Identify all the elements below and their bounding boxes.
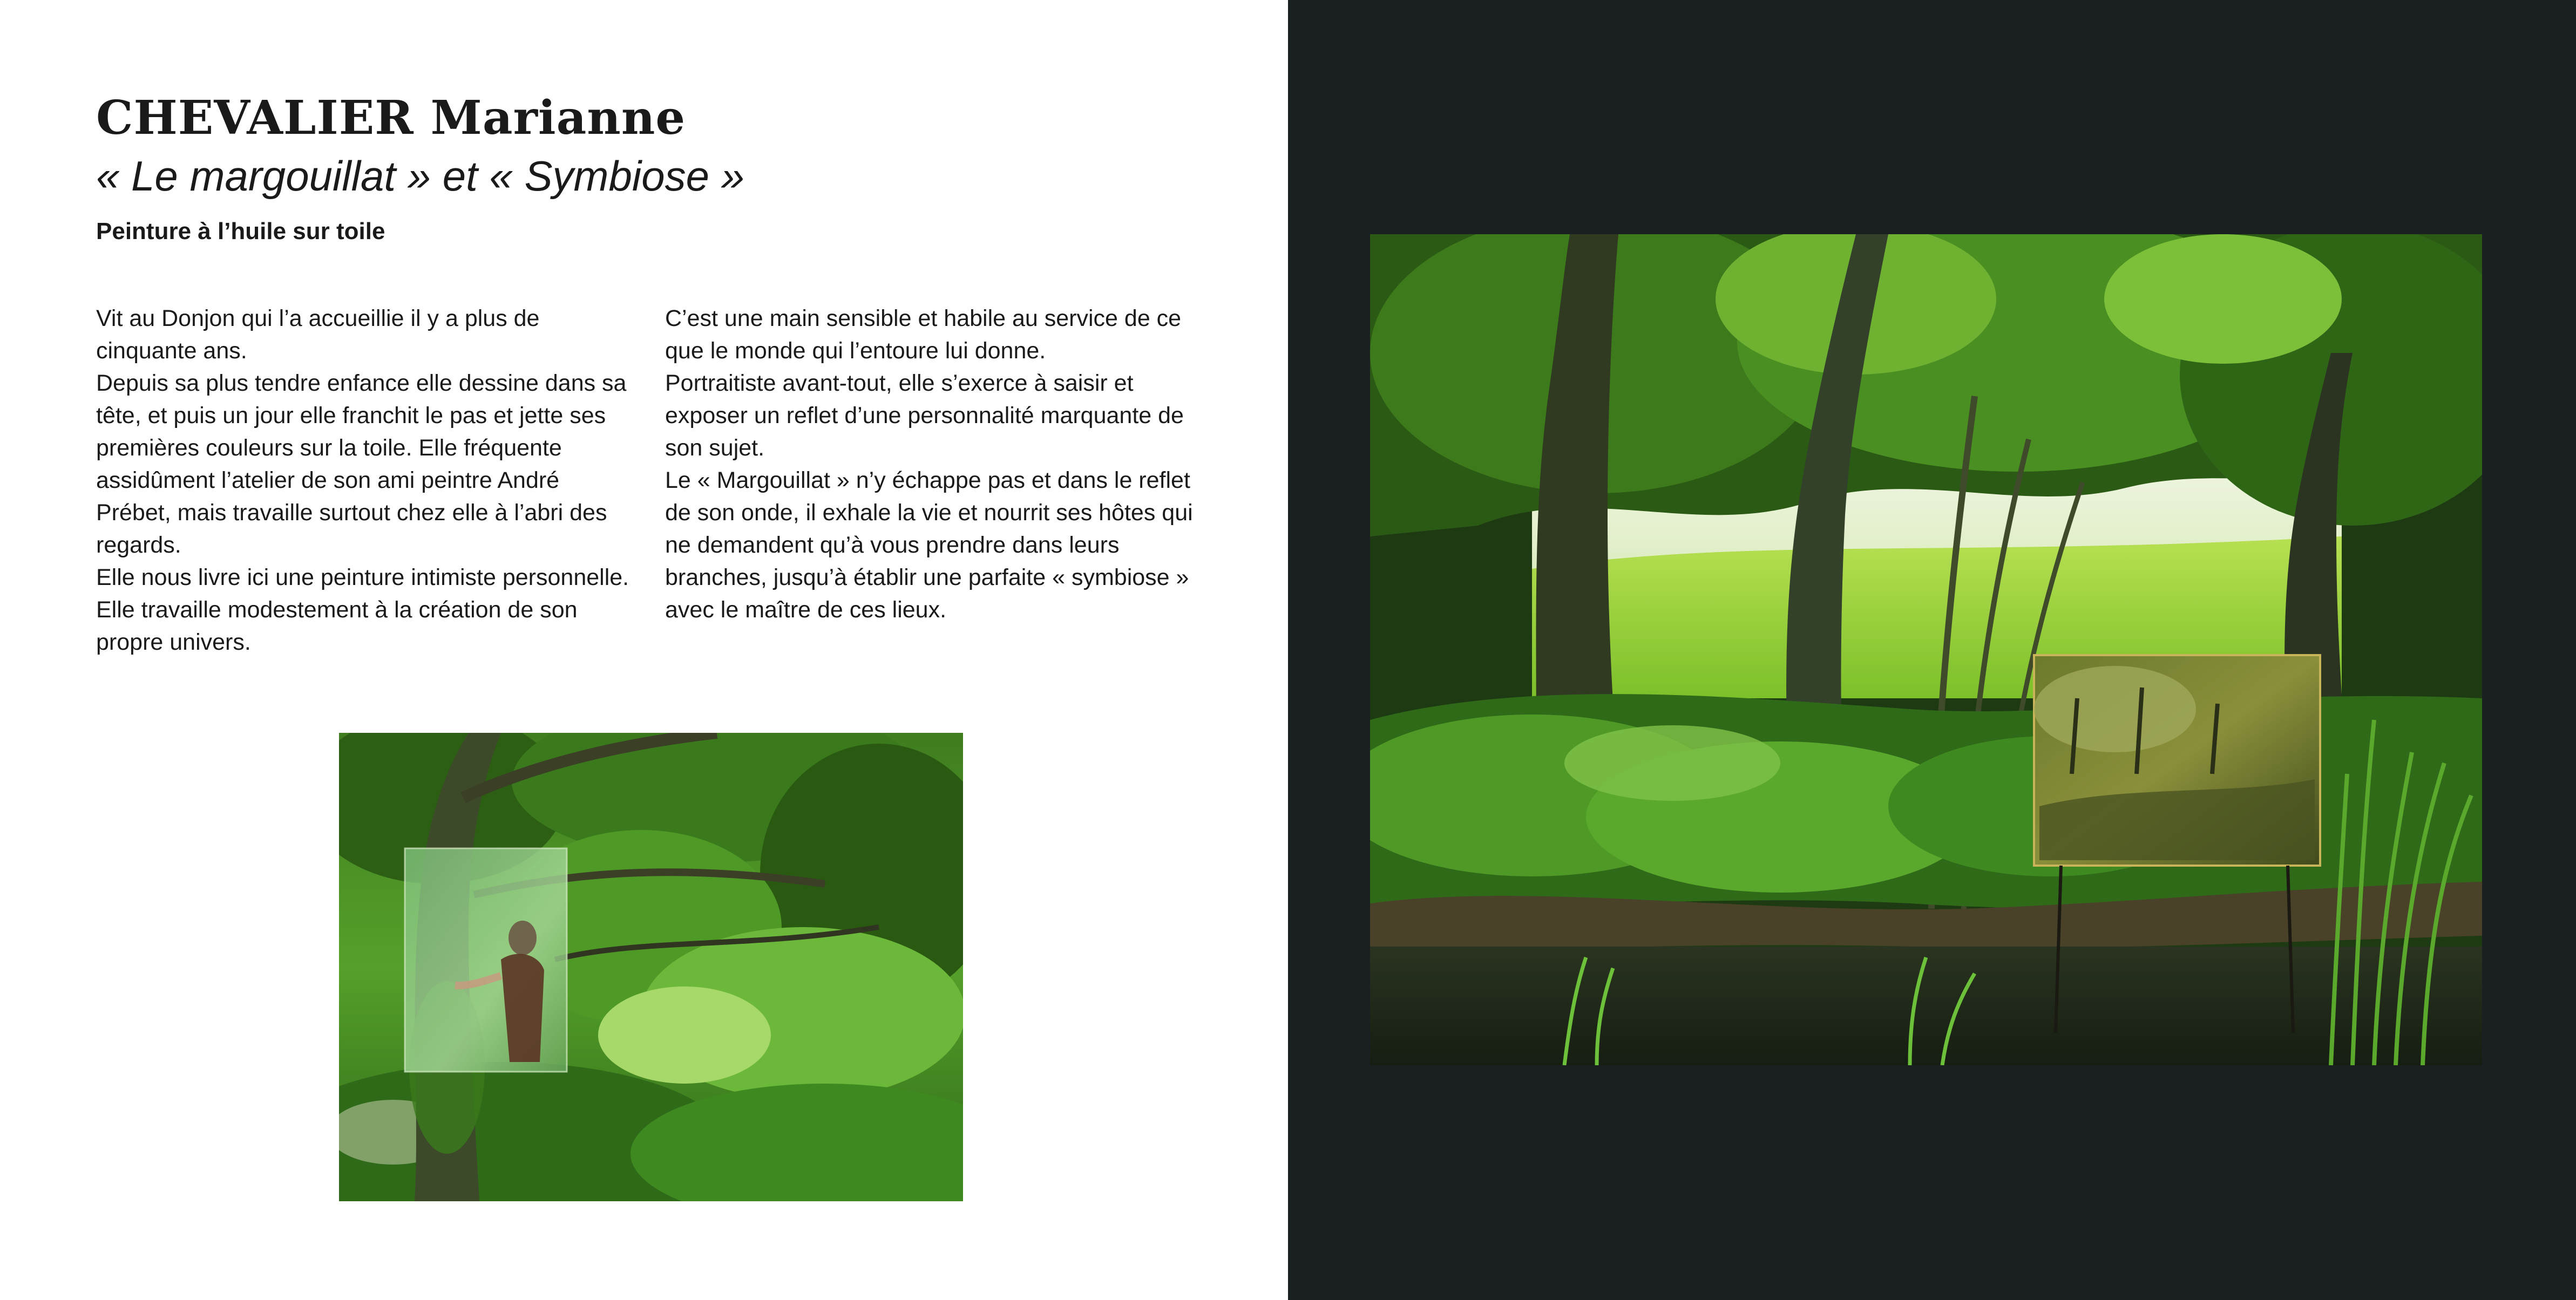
photo-symbiose-drawing [1370,234,2482,1065]
biography-paragraph: Portraitiste avant-tout, elle s’exerce à saisir et exposer un reflet d’une personnalité marquante de son sujet. [665,370,1184,461]
biography-paragraph: C’est une main sensible et habile au service de ce que le monde qui l’entoure lui donne. [665,305,1182,364]
technique-label: Peinture à l’huile sur toile [96,218,385,244]
biography-column-2 [665,302,1221,626]
biography-paragraph: Vit au Donjon qui l’a accueillie il y a plus de cinquante ans. [96,305,540,364]
photo-symbiose-installation [1370,234,2482,1065]
photo-margouillat-installation [339,733,963,1201]
biography-paragraph: Depuis sa plus tendre enfance elle dessine dans sa tête, et puis un jour elle franchit le pas et jette ses premières couleurs sur la toile. Elle fréquente assidûment l’atelier de son ami peintre André Prébet, mais travaille surtout chez elle à l’abri des regards. [96,370,627,558]
artist-name: CHEVALIER Marianne [96,91,686,145]
photo-margouillat-drawing [339,733,963,1201]
artwork-titles: « Le margouillat » et « Symbiose » [96,152,745,200]
biography-paragraph: Le « Margouillat » n’y échappe pas et dans le reflet de son onde, il exhale la vie et nourrit ses hôtes qui ne demandent qu’à vous prendre dans leurs branches, jusqu’à établir une parfaite « symbiose » avec le maître de ces lieux. [665,467,1193,623]
biography-column-1 [96,302,631,658]
biography-paragraph: Elle nous livre ici une peinture intimiste personnelle. Elle travaille modestement à la création de son propre univers. [96,564,629,655]
